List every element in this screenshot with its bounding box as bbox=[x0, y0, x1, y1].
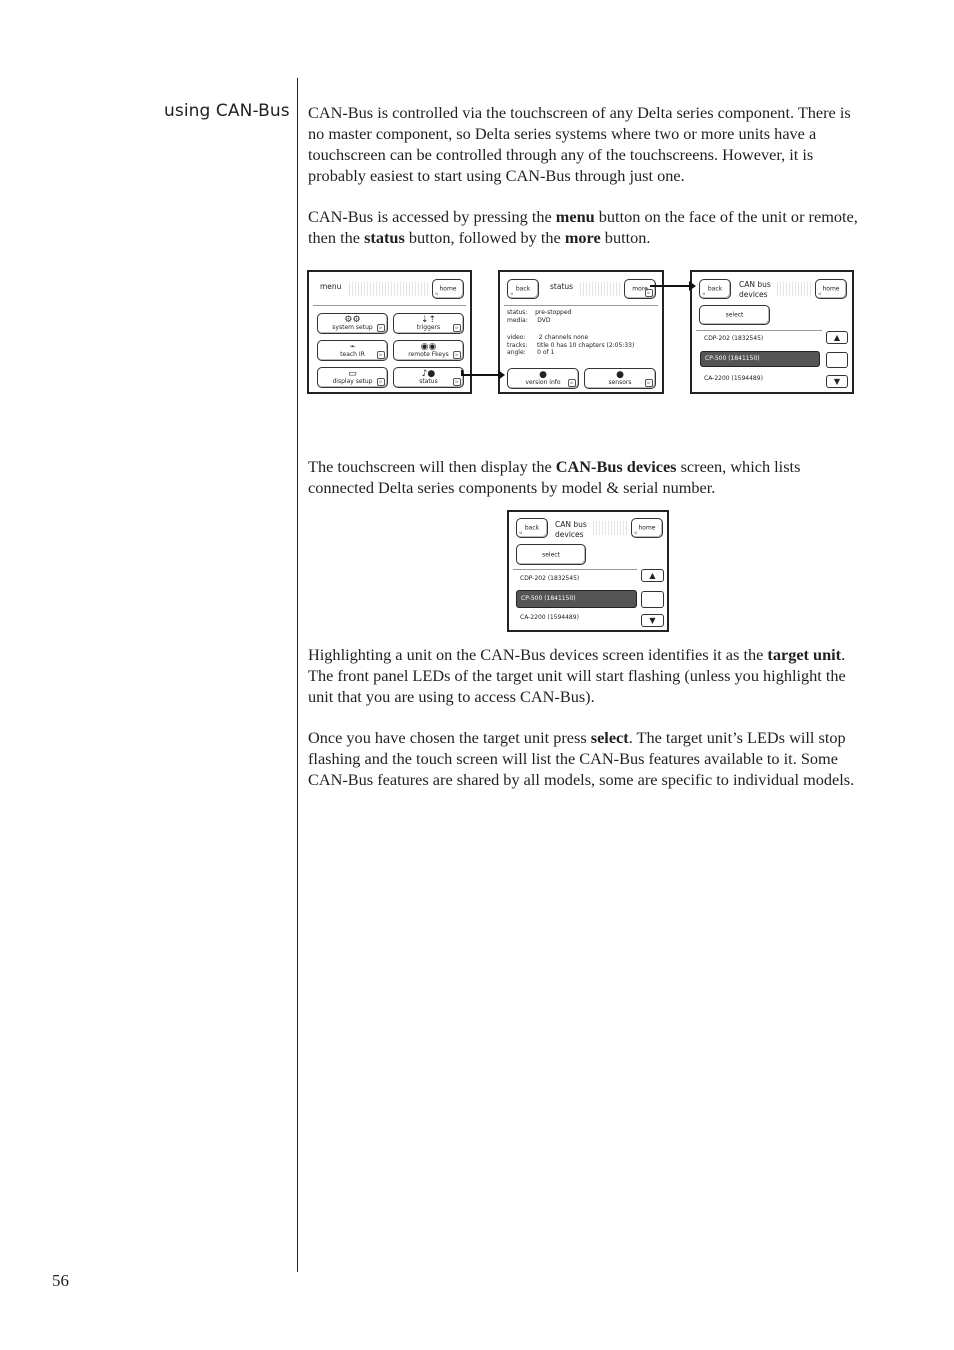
paragraph-devices-screen: The touchscreen will then display the CAN-Bus devices screen, which lists connected Delta series components by model & serial number. bbox=[308, 457, 801, 497]
scroll-down-button[interactable]: ▼ bbox=[641, 614, 664, 627]
select-button[interactable]: select bbox=[699, 305, 770, 325]
scroll-down-button[interactable]: ▼ bbox=[826, 375, 848, 388]
remote-fkeys-button[interactable]: ◉◉ remote Fkeys ▹ bbox=[393, 340, 464, 361]
sensor-icon: ● bbox=[616, 370, 624, 380]
triggers-button[interactable]: ⇣⇡ triggers ▹ bbox=[393, 313, 464, 334]
version-info-button[interactable]: ● version info ▹ bbox=[507, 368, 579, 389]
display-setup-button[interactable]: ▭ display setup ▹ bbox=[317, 367, 388, 388]
scroll-track[interactable] bbox=[641, 591, 664, 608]
device-item[interactable]: CA-2200 (1594489) bbox=[520, 614, 579, 621]
scroll-up-button[interactable]: ▲ bbox=[826, 331, 848, 344]
gear-icon: ⚙⚙ bbox=[344, 315, 361, 325]
status-title: status bbox=[550, 282, 574, 291]
home-button[interactable]: home ◃ bbox=[815, 279, 847, 299]
paragraph-select: Once you have chosen the target unit press select. The target unit’s LEDs will stop flashing and the touch screen will list the CAN-Bus features available to it. Some CAN-Bus features are shared by all models, some are specific to individual models. bbox=[308, 728, 855, 789]
scroll-track[interactable] bbox=[826, 352, 848, 368]
paragraph-access: CAN-Bus is accessed by pressing the menu button on the face of the unit or remote, then the status button, followed by the more button. bbox=[308, 207, 858, 247]
page-number: 56 bbox=[52, 1271, 69, 1290]
status-screen bbox=[498, 270, 664, 394]
status-info-2: video: 2 channels none tracks: title 0 has 10 chapters (2:05:33) angle: 0 of 1 bbox=[507, 334, 635, 356]
scroll-up-button[interactable]: ▲ bbox=[641, 569, 664, 582]
status-info-1: status: pre-stopped media: DVD bbox=[507, 309, 572, 324]
devices-title: CAN bus devices bbox=[739, 280, 771, 299]
back-button[interactable]: back ◃ bbox=[699, 279, 731, 299]
vertical-rule bbox=[297, 78, 298, 1272]
info-icon: ● bbox=[539, 370, 547, 380]
device-item[interactable]: CDP-202 (1832545) bbox=[520, 575, 580, 582]
paragraph-intro: CAN-Bus is controlled via the touchscreen of any Delta series component. There is no master component, so Delta series systems where two or more units have a touchscreen can be controlled through any of the touchscreens. However, it is probably easiest to start using CAN-Bus through just one. bbox=[308, 103, 851, 185]
display-icon: ▭ bbox=[348, 369, 357, 379]
device-item[interactable]: CDP-202 (1832545) bbox=[704, 335, 764, 342]
device-item-selected[interactable]: CP-500 (1841150) bbox=[700, 351, 820, 367]
back-button[interactable]: back ◃ bbox=[516, 518, 548, 538]
paragraph-target-unit: Highlighting a unit on the CAN-Bus devices screen identifies it as the target unit. The front panel LEDs of the target unit will start flashing (unless you highlight the unit that you are using to access CAN-Bus). bbox=[308, 645, 846, 706]
teach-ir-button[interactable]: ⌁ teach IR ▹ bbox=[317, 340, 388, 361]
device-item[interactable]: CA-2200 (1594489) bbox=[704, 375, 763, 382]
status-icon: ♪● bbox=[421, 369, 436, 379]
arrow-more-to-devices-screen bbox=[650, 285, 690, 287]
select-button[interactable]: select bbox=[516, 544, 586, 565]
section-heading: using CAN-Bus bbox=[164, 101, 290, 121]
system-setup-button[interactable]: ⚙⚙ system setup ▹ bbox=[317, 313, 388, 334]
menu-title: menu bbox=[320, 282, 342, 291]
trigger-icon: ⇣⇡ bbox=[420, 315, 437, 325]
sensors-button[interactable]: ● sensors ▹ bbox=[584, 368, 656, 389]
devices-title: CAN bus devices bbox=[555, 520, 587, 539]
home-button[interactable]: home ◃ bbox=[432, 279, 464, 299]
menu-screen bbox=[307, 270, 472, 394]
can-bus-devices-screen bbox=[690, 270, 854, 394]
device-item-selected[interactable]: CP-500 (1841150) bbox=[516, 590, 637, 608]
back-button[interactable]: back ◃ bbox=[507, 279, 539, 299]
can-bus-devices-screen-large bbox=[507, 510, 669, 632]
more-button[interactable]: more ▹ bbox=[624, 279, 656, 299]
arrow-status-to-status-screen bbox=[461, 374, 499, 376]
remote-icon: ◉◉ bbox=[420, 342, 437, 352]
status-button[interactable]: ♪● status ▹ bbox=[393, 367, 464, 388]
ir-icon: ⌁ bbox=[349, 342, 356, 352]
home-button[interactable]: home ◃ bbox=[631, 518, 663, 538]
